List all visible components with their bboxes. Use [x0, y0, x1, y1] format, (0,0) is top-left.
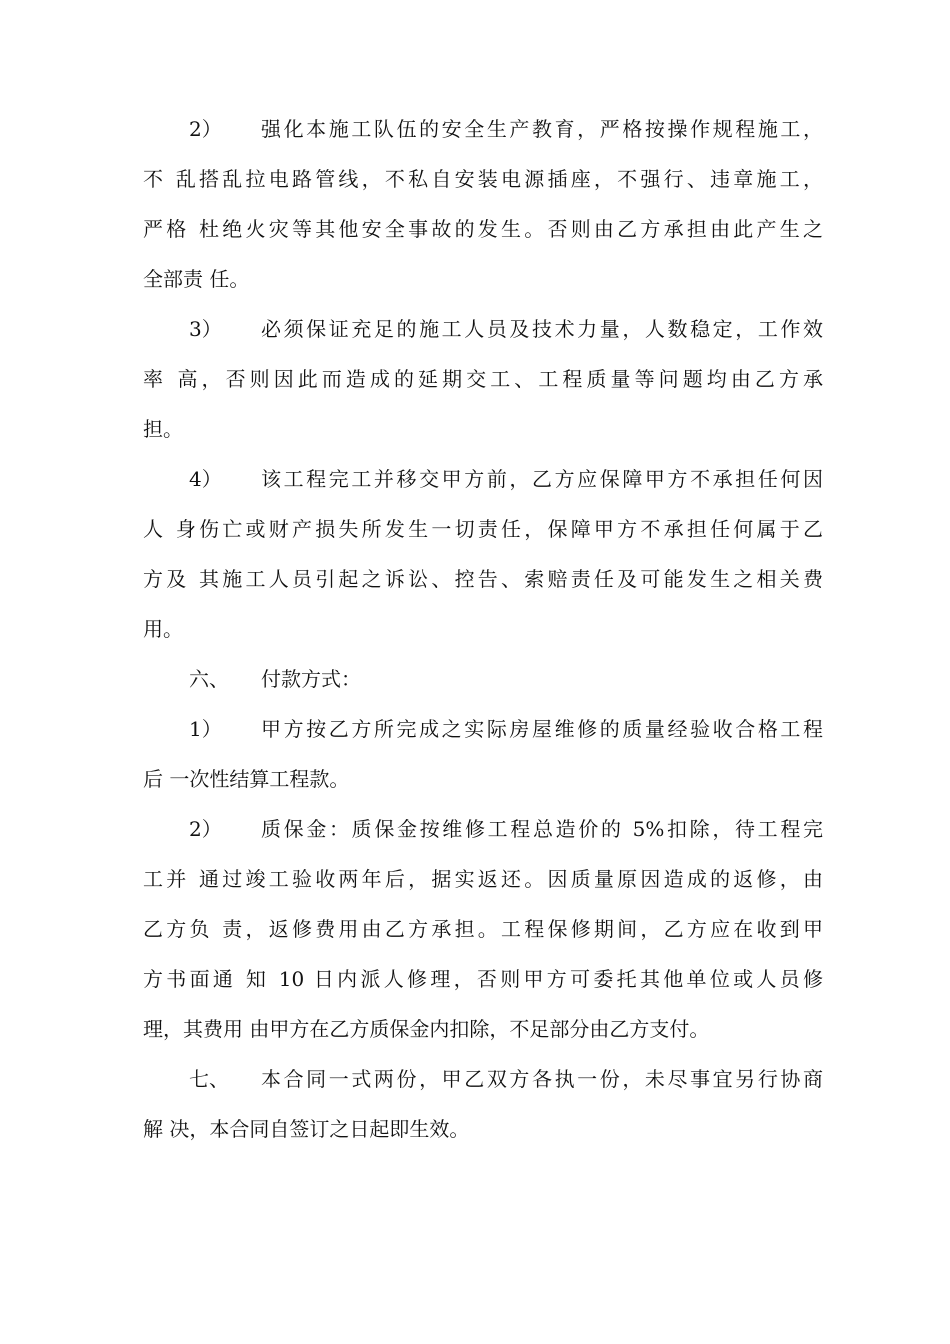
clause-number: 4） [189, 467, 222, 491]
paragraph-first-line [143, 454, 823, 504]
section-title: 付款方式： [261, 667, 361, 691]
clause-paragraph [143, 804, 823, 1054]
section-heading [143, 654, 823, 704]
line-text: 强化本施工队伍的安全生产教育，严格按操作规程施工， [261, 117, 823, 141]
paragraph-first-line [143, 654, 823, 704]
line-text: 用。 [143, 617, 183, 641]
line-text: 担。 [143, 417, 183, 441]
clause-number: 3） [189, 317, 222, 341]
section-number: 七、 [189, 1067, 229, 1091]
clause-number: 2） [189, 817, 222, 841]
line-text: 理，其费用 由甲方在乙方质保金内扣除，不足部分由乙方支付。 [143, 1017, 710, 1041]
clause-paragraph [143, 104, 823, 304]
paragraph-first-line [143, 1054, 823, 1104]
line-text: 该工程完工并移交甲方前，乙方应保障甲方不承担任何因 [261, 467, 823, 491]
line-text: 解 决，本合同自签订之日起即生效。 [143, 1117, 470, 1141]
clause-paragraph [143, 1054, 823, 1154]
line-text: 方及 其施工人员引起之诉讼、控告、索赔责任及可能发生之相关费 [143, 567, 823, 591]
line-text: 人 身伤亡或财产损失所发生一切责任，保障甲方不承担任何属于乙 [143, 517, 823, 541]
paragraph-first-line [143, 104, 823, 154]
line-text: 乙方负 责，返修费用由乙方承担。工程保修期间，乙方应在收到甲 [143, 917, 823, 941]
line-text: 严格 杜绝火灾等其他安全事故的发生。否则由乙方承担由此产生之 [143, 217, 823, 241]
line-text: 质保金：质保金按维修工程总造价的 5%扣除，待工程完 [261, 817, 823, 841]
line-text: 甲方按乙方所完成之实际房屋维修的质量经验收合格工程 [261, 717, 823, 741]
paragraph-first-line [143, 304, 823, 354]
line-text: 不 乱搭乱拉电路管线，不私自安装电源插座，不强行、违章施工， [143, 167, 823, 191]
paragraph-first-line [143, 704, 823, 754]
line-text: 率 高，否则因此而造成的延期交工、工程质量等问题均由乙方承 [143, 367, 823, 391]
clause-number: 2） [189, 117, 222, 141]
line-text: 全部责 任。 [143, 267, 250, 291]
line-text: 本合同一式两份，甲乙双方各执一份，未尽事宜另行协商 [261, 1067, 823, 1091]
section-number: 六、 [189, 667, 229, 691]
line-text: 必须保证充足的施工人员及技术力量，人数稳定，工作效 [261, 317, 823, 341]
line-text: 工并 通过竣工验收两年后，据实返还。因质量原因造成的返修，由 [143, 867, 823, 891]
paragraph-first-line [143, 804, 823, 854]
clause-paragraph [143, 304, 823, 454]
line-text: 方书面通 知 10 日内派人修理，否则甲方可委托其他单位或人员修 [143, 967, 823, 991]
clause-paragraph [143, 704, 823, 804]
line-text: 后 一次性结算工程款。 [143, 767, 350, 791]
clause-paragraph [143, 454, 823, 654]
clause-number: 1） [189, 717, 222, 741]
